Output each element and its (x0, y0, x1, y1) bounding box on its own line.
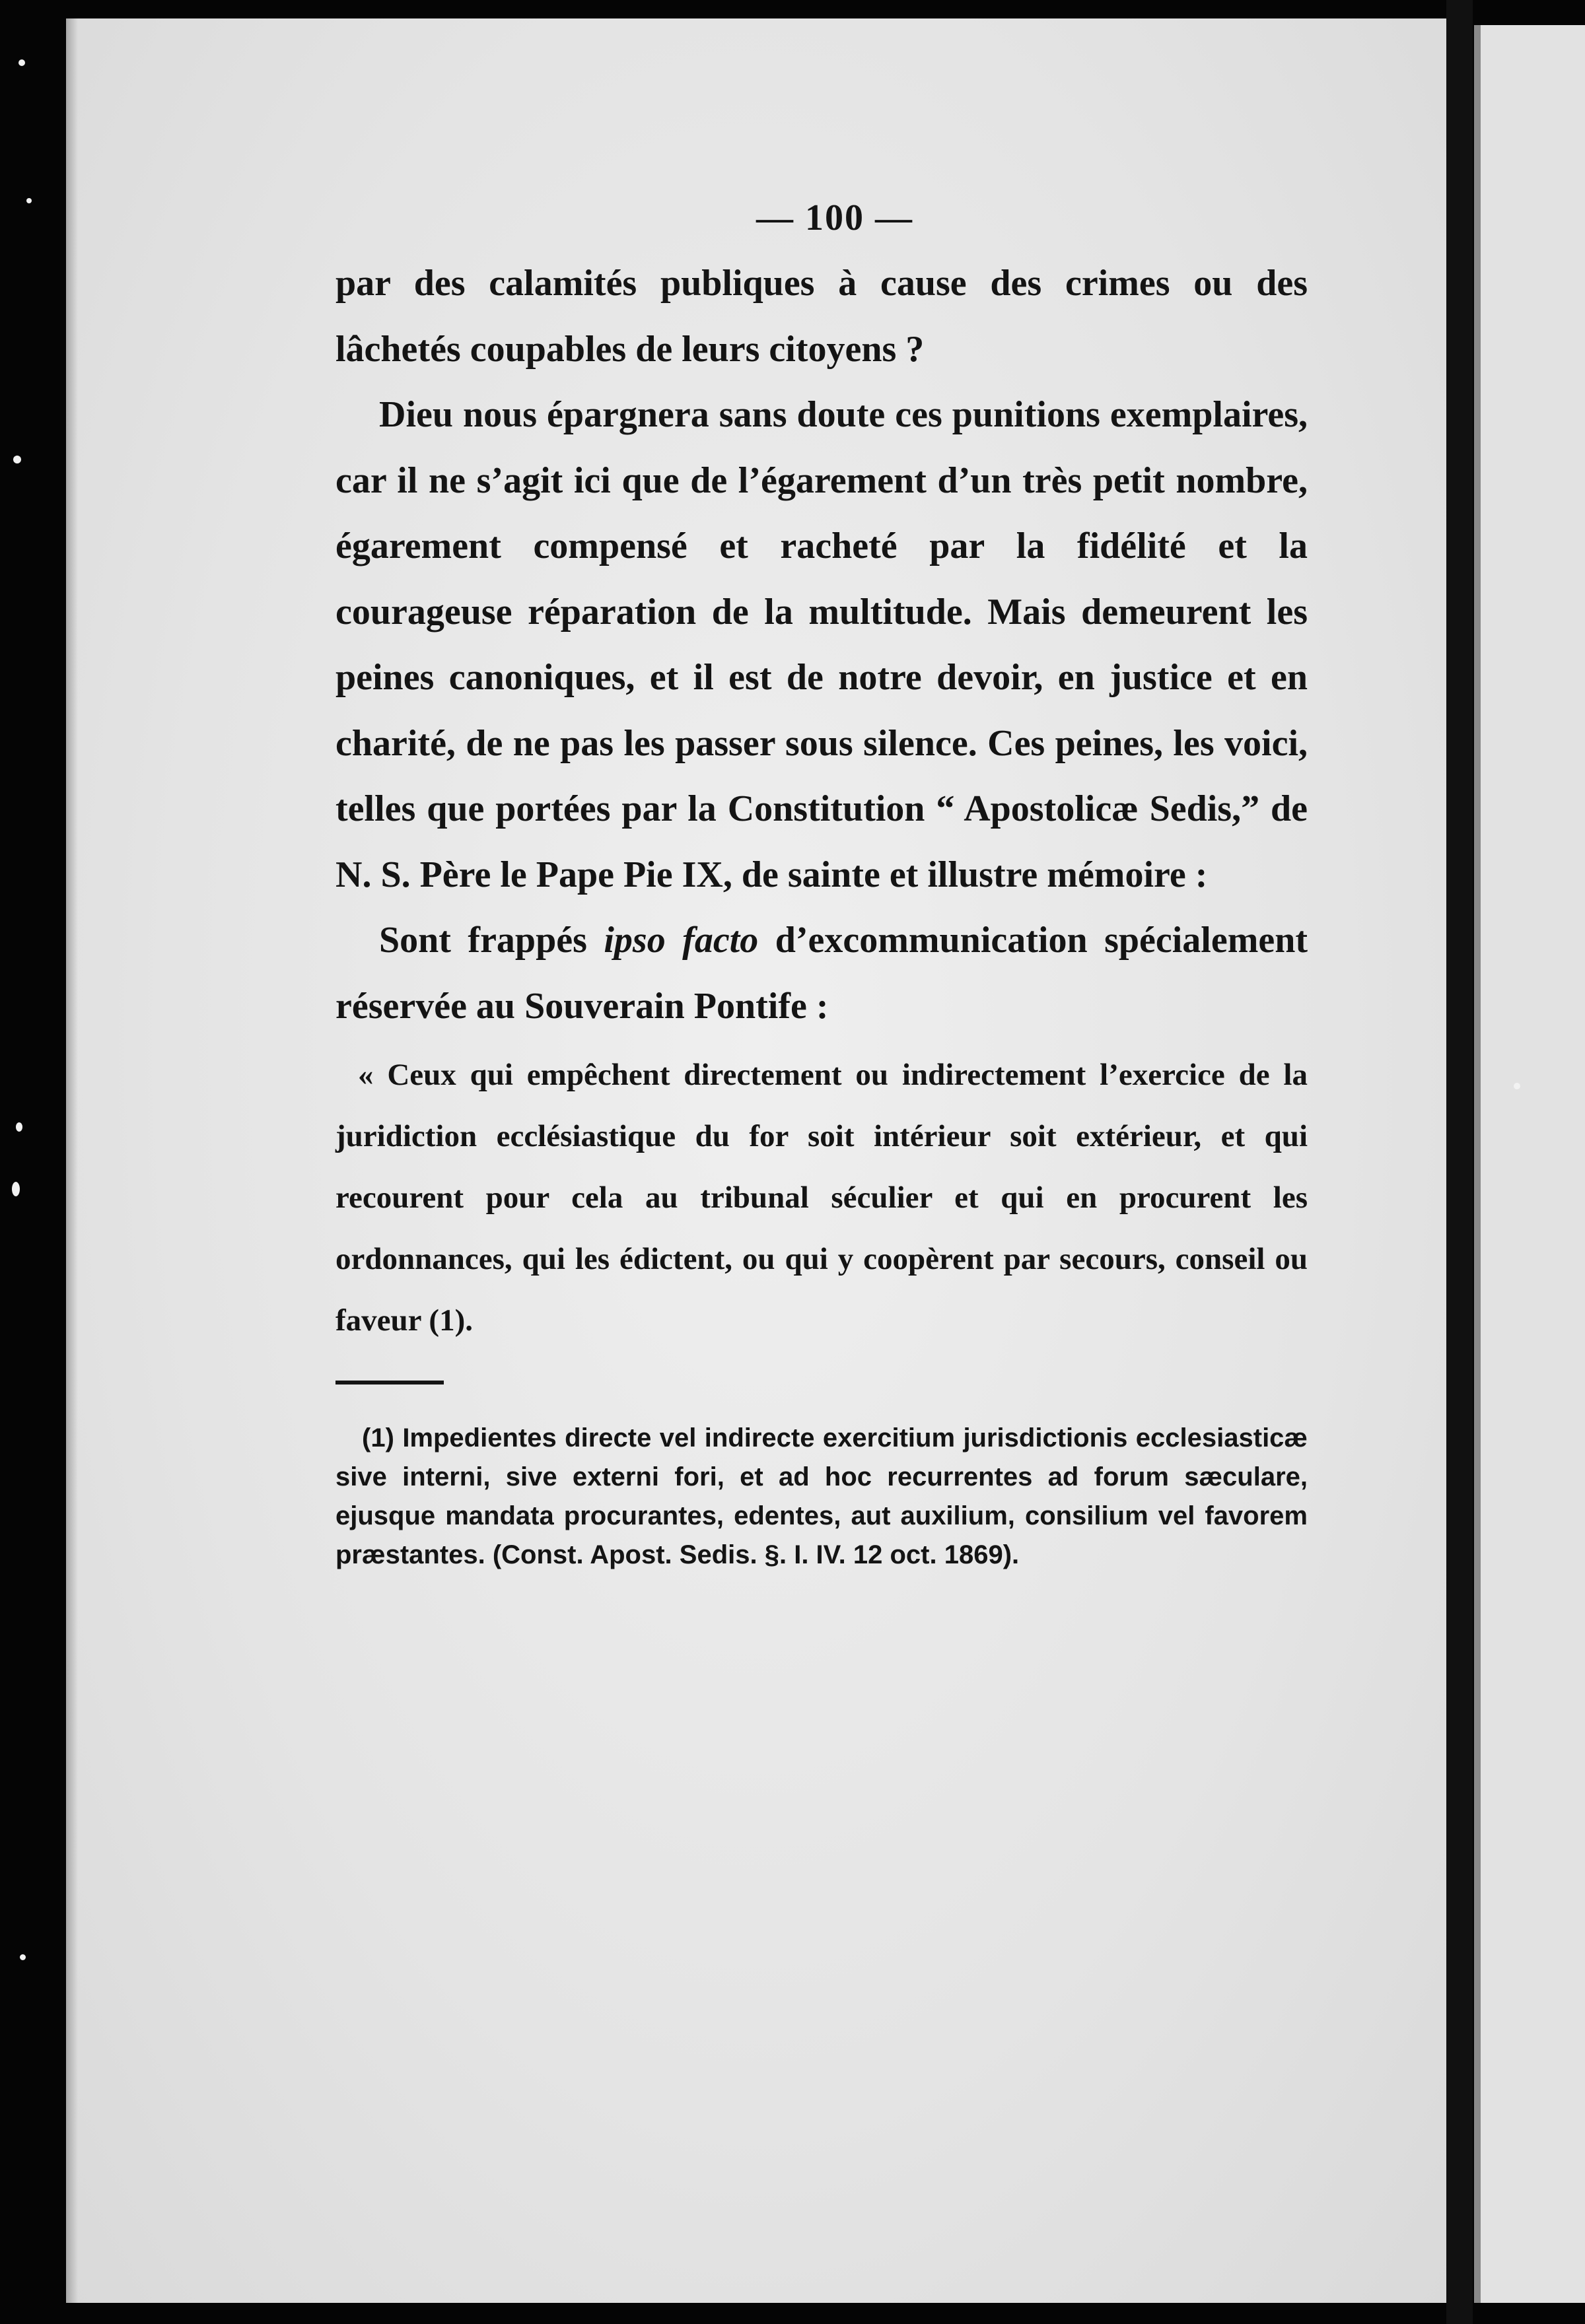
sanction-intro-before: Sont frappés (379, 920, 604, 961)
paragraph-1: par des calamités publiques à cause des crimes ou des lâchetés coupables de leurs citoyens ? (335, 263, 1308, 370)
sanction-intro (335, 908, 1308, 1039)
footnote (335, 1419, 1308, 1575)
gutter-strip (1446, 0, 1473, 2324)
page-content (335, 185, 1308, 1575)
page-shadow-edge (66, 18, 78, 2303)
sanction-intro-after: d’excommunication spécialement réservée au Souverain Pontife : (335, 920, 1308, 1027)
footnote-divider (335, 1381, 444, 1384)
adjacent-page-border (1474, 25, 1481, 2303)
quoted-sanction (335, 1044, 1308, 1351)
body-text (335, 251, 1308, 1039)
ipso-facto-italic: ipso facto (604, 920, 759, 961)
quote-text: « Ceux qui empêchent directement ou indirectement l’exercice de la juridiction ecclésiastique du for soit intérieur soit extérieur, et qui recourent pour cela au tribunal séculier et qui en procurent les ordonnances, qui les édictent, ou qui y coopèrent par secours, conseil ou faveur (1). (335, 1058, 1308, 1338)
paragraph-2: Dieu nous épargnera sans doute ces punitions exemplaires, car il ne s’agit ici que de l’égarement d’un très petit nombre, égarement compensé et racheté par la fidélité et la courageuse réparation de la multitude. Mais demeurent les peines canoniques, et il est de notre devoir, en justice et en charité, de ne pas les passer sous silence. Ces peines, les voici, telles que portées par la Constitution “ Apostolicæ Sedis,” de N. S. Père le Pape Pie IX, de sainte et illustre mémoire : (335, 394, 1308, 895)
page-number: — 100 — (756, 197, 913, 238)
adjacent-page-edge (1474, 25, 1585, 2303)
footnote-text: (1) Impedientes directe vel indirecte exercitium jurisdictionis ecclesiasticæ sive interni, sive externi fori, et ad hoc recurrentes ad forum sæculare, ejusque mandata procurantes, edentes, aut auxilium, consilium vel favorem præstantes. (Const. Apost. Sedis. §. I. IV. 12 oct. 1869). (335, 1423, 1308, 1569)
